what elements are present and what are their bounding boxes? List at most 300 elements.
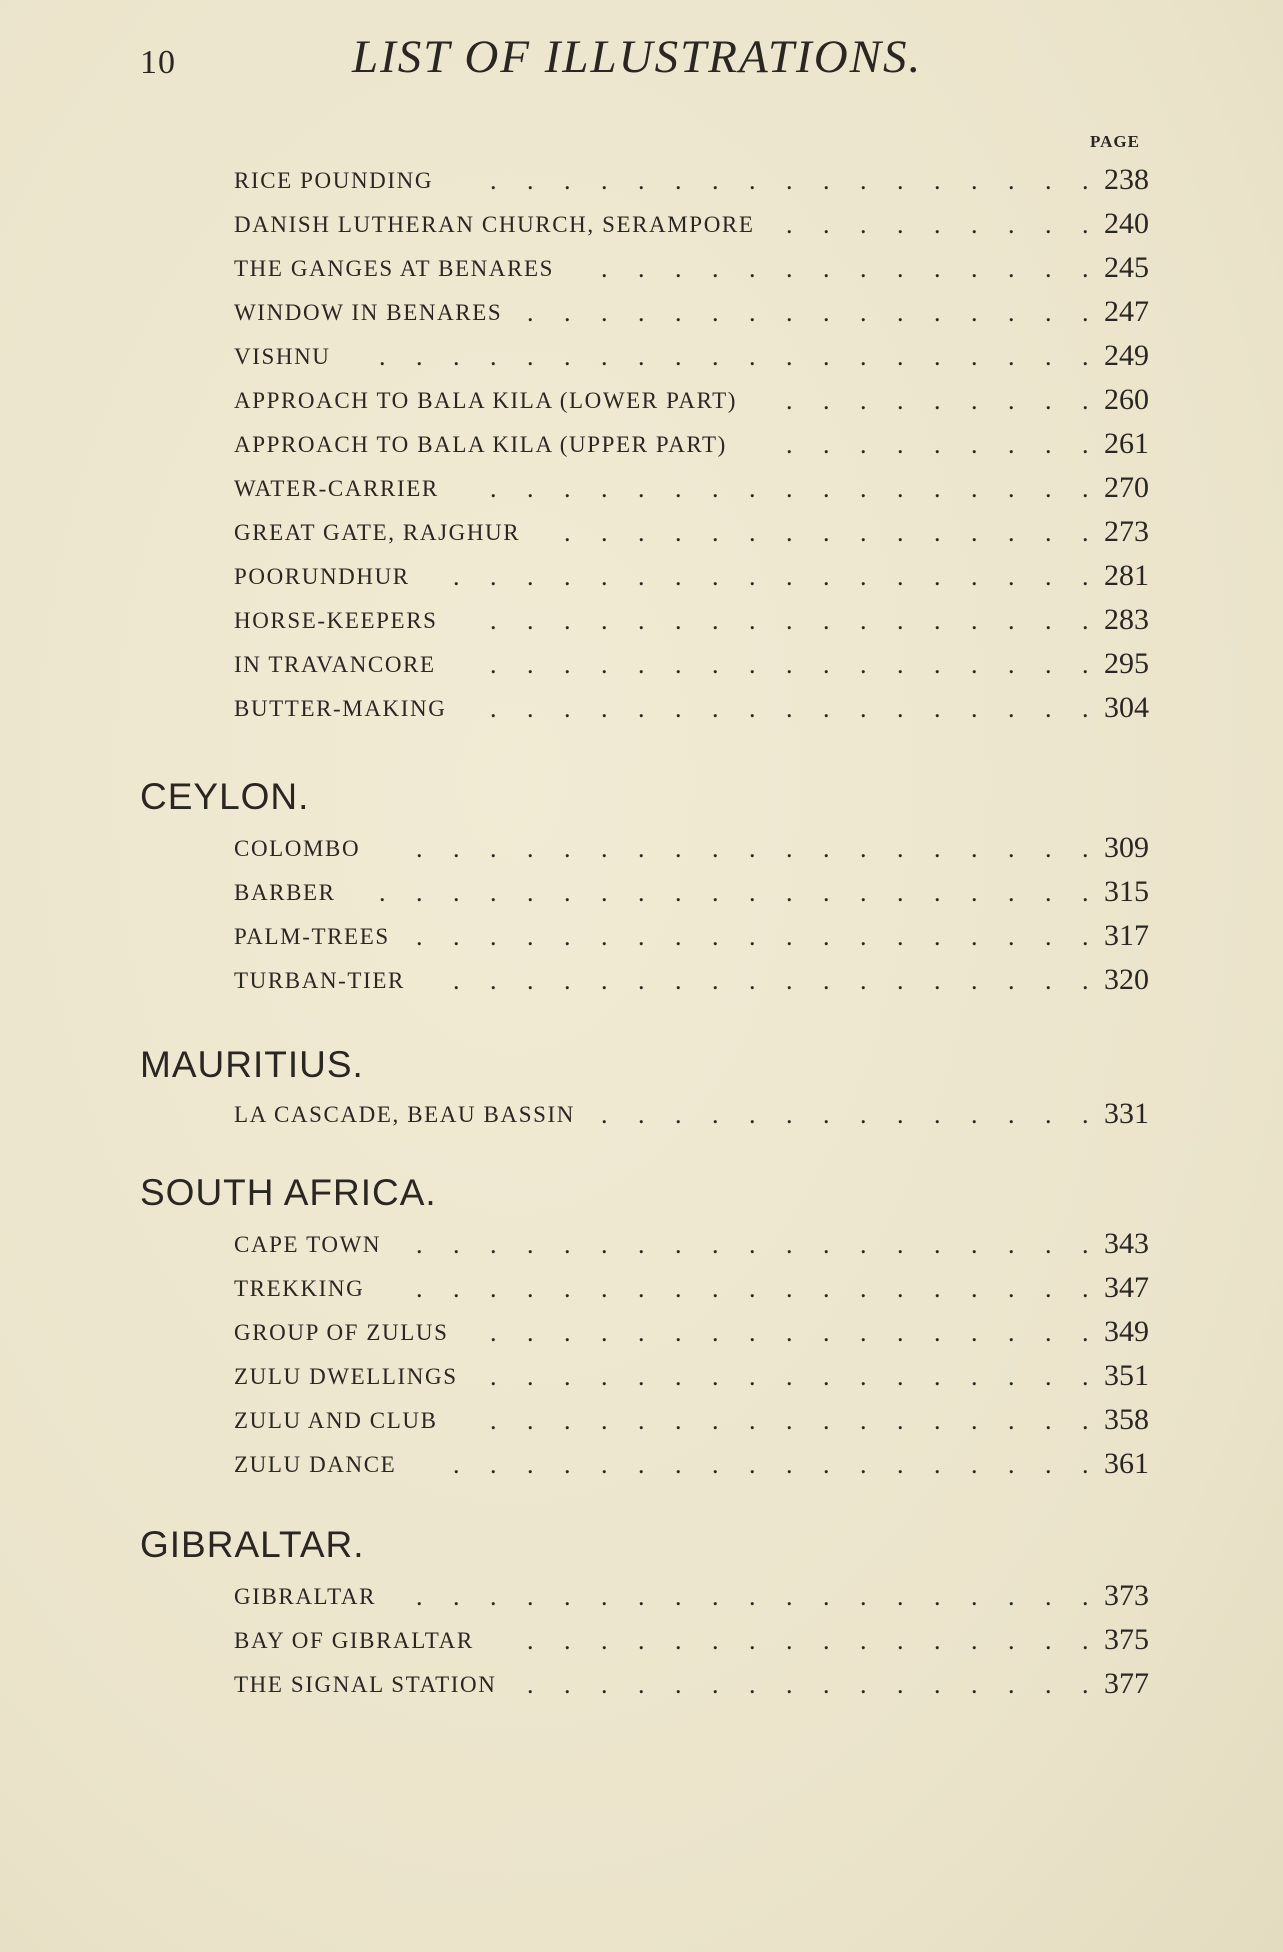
leader-dot: .	[675, 562, 682, 591]
entry-page: 245	[1104, 251, 1149, 284]
leader-dot: .	[675, 518, 682, 547]
list-item	[234, 339, 1184, 384]
leader-dot: .	[1008, 834, 1015, 863]
leader-dot: .	[638, 298, 645, 327]
leader-dot: .	[638, 966, 645, 995]
leader-dot: .	[786, 1318, 793, 1347]
leader-dot: .	[601, 834, 608, 863]
leader-dot: .	[786, 166, 793, 195]
leader-dot: .	[1045, 1274, 1052, 1303]
leader-dot: .	[453, 1230, 460, 1259]
leader-dot: .	[527, 650, 534, 679]
leader-dot: .	[416, 834, 423, 863]
entry-title: ZULU DWELLINGS	[234, 1364, 458, 1389]
leader-dot: .	[1045, 1582, 1052, 1611]
leader-dot: .	[601, 1450, 608, 1479]
list-item	[234, 1315, 1184, 1360]
leader-dot: .	[1045, 606, 1052, 635]
leader-dot: .	[749, 1318, 756, 1347]
leader-dot: .	[860, 254, 867, 283]
leader-dot: .	[897, 922, 904, 951]
leader-dot: .	[564, 1582, 571, 1611]
leader-dot: .	[971, 1450, 978, 1479]
leader-dot: .	[527, 562, 534, 591]
leader-dot: .	[1082, 342, 1089, 371]
leader-dot: .	[897, 298, 904, 327]
leader-dot: .	[1082, 1582, 1089, 1611]
leader-dot: .	[712, 1230, 719, 1259]
leader-dot: .	[712, 1318, 719, 1347]
entry-page: 295	[1104, 647, 1149, 680]
page-column-label: PAGE	[1090, 132, 1140, 151]
list-item	[234, 831, 1184, 876]
leader-dot: .	[1045, 474, 1052, 503]
leader-dot: .	[712, 298, 719, 327]
leader-dot: .	[1082, 298, 1089, 327]
entry-page: 260	[1104, 383, 1149, 416]
leader-dot: .	[786, 1100, 793, 1129]
leader-dot: .	[823, 1626, 830, 1655]
entry-page: 343	[1104, 1227, 1149, 1260]
leader-dot: .	[601, 922, 608, 951]
list-item	[234, 427, 1184, 472]
entry-page: 358	[1104, 1403, 1149, 1436]
leader-dot: .	[860, 1406, 867, 1435]
leader-dot: .	[786, 650, 793, 679]
leader-dot: .	[601, 966, 608, 995]
leader-dot: .	[934, 166, 941, 195]
leader-dot: .	[1045, 1450, 1052, 1479]
leader-dot: .	[749, 254, 756, 283]
leader-dot: .	[749, 1670, 756, 1699]
leader-dot: .	[897, 1274, 904, 1303]
leader-dot: .	[638, 1230, 645, 1259]
leader-dot: .	[564, 650, 571, 679]
leader-dot: .	[1082, 1450, 1089, 1479]
leader-dot: .	[453, 1450, 460, 1479]
leader-dot: .	[601, 254, 608, 283]
leader-dot: .	[712, 606, 719, 635]
leader-dot: .	[786, 298, 793, 327]
leader-dot: .	[638, 254, 645, 283]
leader-dot: .	[934, 1406, 941, 1435]
entry-page: 304	[1104, 691, 1149, 724]
entry-title: CAPE TOWN	[234, 1232, 382, 1257]
leader-dot: .	[601, 1318, 608, 1347]
leader-dot: .	[712, 518, 719, 547]
leader-dot: .	[712, 966, 719, 995]
leader-dot: .	[897, 1100, 904, 1129]
leader-dot: .	[823, 966, 830, 995]
leader-dot: .	[786, 1362, 793, 1391]
leader-dot: .	[971, 166, 978, 195]
leader-dot: .	[490, 1318, 497, 1347]
leader-dot: .	[638, 650, 645, 679]
leader-dot: .	[823, 210, 830, 239]
leader-dot: .	[786, 834, 793, 863]
list-item	[234, 1667, 1184, 1712]
leader-dot: .	[564, 1670, 571, 1699]
section-heading-south-africa: SOUTH AFRICA.	[140, 1172, 437, 1213]
leader-dot: .	[1045, 210, 1052, 239]
leader-dot: .	[823, 1318, 830, 1347]
leader-dot: .	[860, 166, 867, 195]
leader-dot: .	[786, 1230, 793, 1259]
leader-dot: .	[638, 1582, 645, 1611]
leader-dot: .	[1008, 1362, 1015, 1391]
leader-dot: .	[1008, 474, 1015, 503]
leader-dot: .	[490, 1362, 497, 1391]
leader-dot: .	[675, 1406, 682, 1435]
leader-dot: .	[823, 386, 830, 415]
leader-dot: .	[638, 166, 645, 195]
leader-dot: .	[1082, 430, 1089, 459]
leader-dot: .	[786, 386, 793, 415]
leader-dot: .	[860, 342, 867, 371]
leader-dot: .	[971, 518, 978, 547]
leader-dot: .	[638, 1670, 645, 1699]
entry-title: COLOMBO	[234, 836, 361, 861]
leader-dot: .	[675, 1230, 682, 1259]
leader-dot: .	[1082, 1670, 1089, 1699]
leader-dot: .	[971, 1670, 978, 1699]
entry-title: APPROACH TO BALA KILA (UPPER PART)	[234, 432, 727, 457]
leader-dot: .	[675, 966, 682, 995]
list-item	[234, 1579, 1184, 1624]
leader-dot: .	[786, 1670, 793, 1699]
leader-dot: .	[823, 834, 830, 863]
leader-dot: .	[601, 1362, 608, 1391]
leader-dot: .	[1082, 922, 1089, 951]
leader-dot: .	[860, 1450, 867, 1479]
leader-dot: .	[1082, 562, 1089, 591]
leader-dot: .	[1082, 878, 1089, 907]
leader-dot: .	[1008, 342, 1015, 371]
leader-dot: .	[1008, 878, 1015, 907]
leader-dot: .	[897, 834, 904, 863]
leader-dot: .	[1082, 1362, 1089, 1391]
leader-dot: .	[971, 562, 978, 591]
leader-dot: .	[1008, 430, 1015, 459]
list-item	[234, 515, 1184, 560]
leader-dot: .	[675, 474, 682, 503]
leader-dot: .	[860, 922, 867, 951]
leader-dot: .	[971, 922, 978, 951]
leader-dot: .	[712, 1626, 719, 1655]
list-item	[234, 963, 1184, 1008]
leader-dot: .	[749, 1450, 756, 1479]
leader-dot: .	[786, 966, 793, 995]
leader-dot: .	[564, 518, 571, 547]
leader-dot: .	[490, 650, 497, 679]
leader-dot: .	[897, 1230, 904, 1259]
leader-dot: .	[1008, 694, 1015, 723]
leader-dot: .	[934, 562, 941, 591]
leader-dot: .	[934, 1274, 941, 1303]
leader-dot: .	[564, 1362, 571, 1391]
list-item	[234, 1097, 1184, 1142]
list-item	[234, 875, 1184, 920]
leader-dot: .	[601, 166, 608, 195]
leader-dot: .	[786, 1582, 793, 1611]
leader-dot: .	[1082, 1230, 1089, 1259]
leader-dot: .	[749, 298, 756, 327]
leader-dot: .	[934, 1450, 941, 1479]
entry-page: 315	[1104, 875, 1149, 908]
leader-dot: .	[638, 474, 645, 503]
leader-dot: .	[675, 1274, 682, 1303]
leader-dot: .	[823, 166, 830, 195]
leader-dot: .	[675, 1582, 682, 1611]
leader-dot: .	[490, 966, 497, 995]
leader-dot: .	[749, 694, 756, 723]
leader-dot: .	[860, 1230, 867, 1259]
section-heading-gibraltar: GIBRALTAR.	[140, 1524, 365, 1565]
leader-dot: .	[527, 474, 534, 503]
leader-dot: .	[1082, 650, 1089, 679]
entry-title: GROUP OF ZULUS	[234, 1320, 449, 1345]
leader-dot: .	[934, 878, 941, 907]
leader-dot: .	[1045, 1230, 1052, 1259]
entry-title: WINDOW IN BENARES	[234, 300, 503, 325]
leader-dot: .	[1045, 518, 1052, 547]
leader-dot: .	[712, 1670, 719, 1699]
leader-dot: .	[1008, 562, 1015, 591]
leader-dot: .	[971, 430, 978, 459]
leader-dot: .	[749, 966, 756, 995]
entry-title: GIBRALTAR	[234, 1584, 377, 1609]
list-item	[234, 207, 1184, 252]
leader-dot: .	[749, 166, 756, 195]
leader-dot: .	[1082, 694, 1089, 723]
leader-dot: .	[490, 562, 497, 591]
list-item	[234, 647, 1184, 692]
leader-dot: .	[712, 922, 719, 951]
leader-dot: .	[749, 1626, 756, 1655]
entry-page: 270	[1104, 471, 1149, 504]
leader-dot: .	[1045, 1362, 1052, 1391]
leader-dot: .	[749, 606, 756, 635]
leader-dot: .	[823, 562, 830, 591]
leader-dot: .	[712, 254, 719, 283]
leader-dot: .	[897, 430, 904, 459]
leader-dot: .	[490, 1582, 497, 1611]
entry-title: THE SIGNAL STATION	[234, 1672, 497, 1697]
leader-dot: .	[1008, 254, 1015, 283]
leader-dot: .	[1045, 694, 1052, 723]
leader-dot: .	[971, 1582, 978, 1611]
entry-page: 331	[1104, 1097, 1149, 1130]
leader-dot: .	[934, 966, 941, 995]
leader-dot: .	[712, 342, 719, 371]
leader-dot: .	[675, 694, 682, 723]
leader-dot: .	[934, 1100, 941, 1129]
leader-dot: .	[527, 1274, 534, 1303]
leader-dot: .	[527, 878, 534, 907]
entry-title: RICE POUNDING	[234, 168, 434, 193]
leader-dot: .	[749, 650, 756, 679]
leader-dot: .	[934, 834, 941, 863]
leader-dot: .	[860, 606, 867, 635]
leader-dot: .	[1008, 210, 1015, 239]
leader-dot: .	[934, 650, 941, 679]
leader-dot: .	[1008, 1450, 1015, 1479]
leader-dot: .	[527, 922, 534, 951]
entry-page: 261	[1104, 427, 1149, 460]
leader-dot: .	[1082, 1274, 1089, 1303]
list-item	[234, 691, 1184, 736]
leader-dot: .	[638, 342, 645, 371]
leader-dot: .	[490, 166, 497, 195]
leader-dot: .	[897, 1626, 904, 1655]
leader-dot: .	[934, 1318, 941, 1347]
leader-dot: .	[860, 430, 867, 459]
leader-dot: .	[638, 878, 645, 907]
leader-dot: .	[564, 1626, 571, 1655]
leader-dot: .	[638, 834, 645, 863]
leader-dot: .	[897, 342, 904, 371]
leader-dot: .	[860, 1318, 867, 1347]
leader-dot: .	[749, 1230, 756, 1259]
leader-dot: .	[712, 1406, 719, 1435]
leader-dot: .	[527, 694, 534, 723]
leader-dot: .	[564, 342, 571, 371]
leader-dot: .	[1008, 166, 1015, 195]
entry-page: 281	[1104, 559, 1149, 592]
leader-dot: .	[712, 878, 719, 907]
leader-dot: .	[971, 342, 978, 371]
leader-dot: .	[786, 1274, 793, 1303]
leader-dot: .	[638, 518, 645, 547]
leader-dot: .	[712, 562, 719, 591]
leader-dot: .	[490, 878, 497, 907]
leader-dot: .	[601, 1406, 608, 1435]
leader-dot: .	[860, 1670, 867, 1699]
entry-page: 240	[1104, 207, 1149, 240]
leader-dot: .	[601, 1582, 608, 1611]
leader-dot: .	[860, 1582, 867, 1611]
leader-dot: .	[823, 1450, 830, 1479]
leader-dot: .	[897, 562, 904, 591]
leader-dot: .	[1045, 1670, 1052, 1699]
leader-dot: .	[675, 1670, 682, 1699]
list-item	[234, 919, 1184, 964]
leader-dot: .	[786, 1626, 793, 1655]
leader-dot: .	[564, 834, 571, 863]
leader-dot: .	[1045, 650, 1052, 679]
leader-dot: .	[897, 518, 904, 547]
leader-dot: .	[860, 650, 867, 679]
leader-dot: .	[971, 694, 978, 723]
leader-dot: .	[638, 1100, 645, 1129]
leader-dot: .	[823, 1362, 830, 1391]
leader-dot: .	[675, 254, 682, 283]
leader-dot: .	[823, 1582, 830, 1611]
leader-dot: .	[749, 1274, 756, 1303]
leader-dot: .	[860, 210, 867, 239]
leader-dot: .	[1008, 1230, 1015, 1259]
leader-dot: .	[564, 606, 571, 635]
leader-dot: .	[1082, 1406, 1089, 1435]
leader-dot: .	[749, 474, 756, 503]
leader-dot: .	[971, 834, 978, 863]
leader-dot: .	[1045, 1100, 1052, 1129]
list-item	[234, 251, 1184, 296]
leader-dot: .	[934, 430, 941, 459]
leader-dot: .	[601, 878, 608, 907]
leader-dot: .	[1045, 298, 1052, 327]
leader-dot: .	[860, 298, 867, 327]
leader-dot: .	[601, 298, 608, 327]
leader-dot: .	[860, 834, 867, 863]
entry-page: 373	[1104, 1579, 1149, 1612]
leader-dot: .	[897, 1318, 904, 1347]
leader-dot: .	[823, 518, 830, 547]
leader-dot: .	[675, 298, 682, 327]
leader-dot: .	[712, 650, 719, 679]
list-item	[234, 1403, 1184, 1448]
entry-page: 247	[1104, 295, 1149, 328]
leader-dot: .	[638, 606, 645, 635]
leader-dot: .	[712, 1100, 719, 1129]
leader-dot: .	[564, 922, 571, 951]
leader-dot: .	[416, 922, 423, 951]
leader-dot: .	[1045, 966, 1052, 995]
list-item	[234, 1447, 1184, 1492]
leader-dot: .	[675, 922, 682, 951]
entry-title: THE GANGES AT BENARES	[234, 256, 555, 281]
section-heading-mauritius: MAURITIUS.	[140, 1044, 364, 1085]
entry-title: IN TRAVANCORE	[234, 652, 436, 677]
leader-dot: .	[638, 922, 645, 951]
leader-dot: .	[823, 342, 830, 371]
leader-dot: .	[934, 606, 941, 635]
leader-dot: .	[897, 386, 904, 415]
leader-dot: .	[786, 342, 793, 371]
leader-dot: .	[897, 254, 904, 283]
leader-dot: .	[675, 606, 682, 635]
leader-dot: .	[564, 878, 571, 907]
leader-dot: .	[823, 254, 830, 283]
leader-dot: .	[823, 606, 830, 635]
leader-dot: .	[934, 298, 941, 327]
leader-dot: .	[601, 606, 608, 635]
entry-title: APPROACH TO BALA KILA (LOWER PART)	[234, 388, 738, 413]
leader-dot: .	[601, 1230, 608, 1259]
leader-dot: .	[971, 1362, 978, 1391]
leader-dot: .	[638, 694, 645, 723]
leader-dot: .	[971, 386, 978, 415]
entry-page: 273	[1104, 515, 1149, 548]
leader-dot: .	[1008, 1406, 1015, 1435]
leader-dot: .	[601, 694, 608, 723]
leader-dot: .	[971, 1318, 978, 1347]
leader-dot: .	[416, 1274, 423, 1303]
leader-dot: .	[490, 922, 497, 951]
leader-dot: .	[971, 1100, 978, 1129]
leader-dot: .	[527, 606, 534, 635]
leader-dot: .	[490, 694, 497, 723]
leader-dot: .	[860, 518, 867, 547]
leader-dot: .	[527, 342, 534, 371]
leader-dot: .	[675, 1318, 682, 1347]
leader-dot: .	[490, 1230, 497, 1259]
entry-title: VISHNU	[234, 344, 331, 369]
leader-dot: .	[749, 562, 756, 591]
list-item	[234, 559, 1184, 604]
leader-dot: .	[897, 606, 904, 635]
leader-dot: .	[934, 922, 941, 951]
